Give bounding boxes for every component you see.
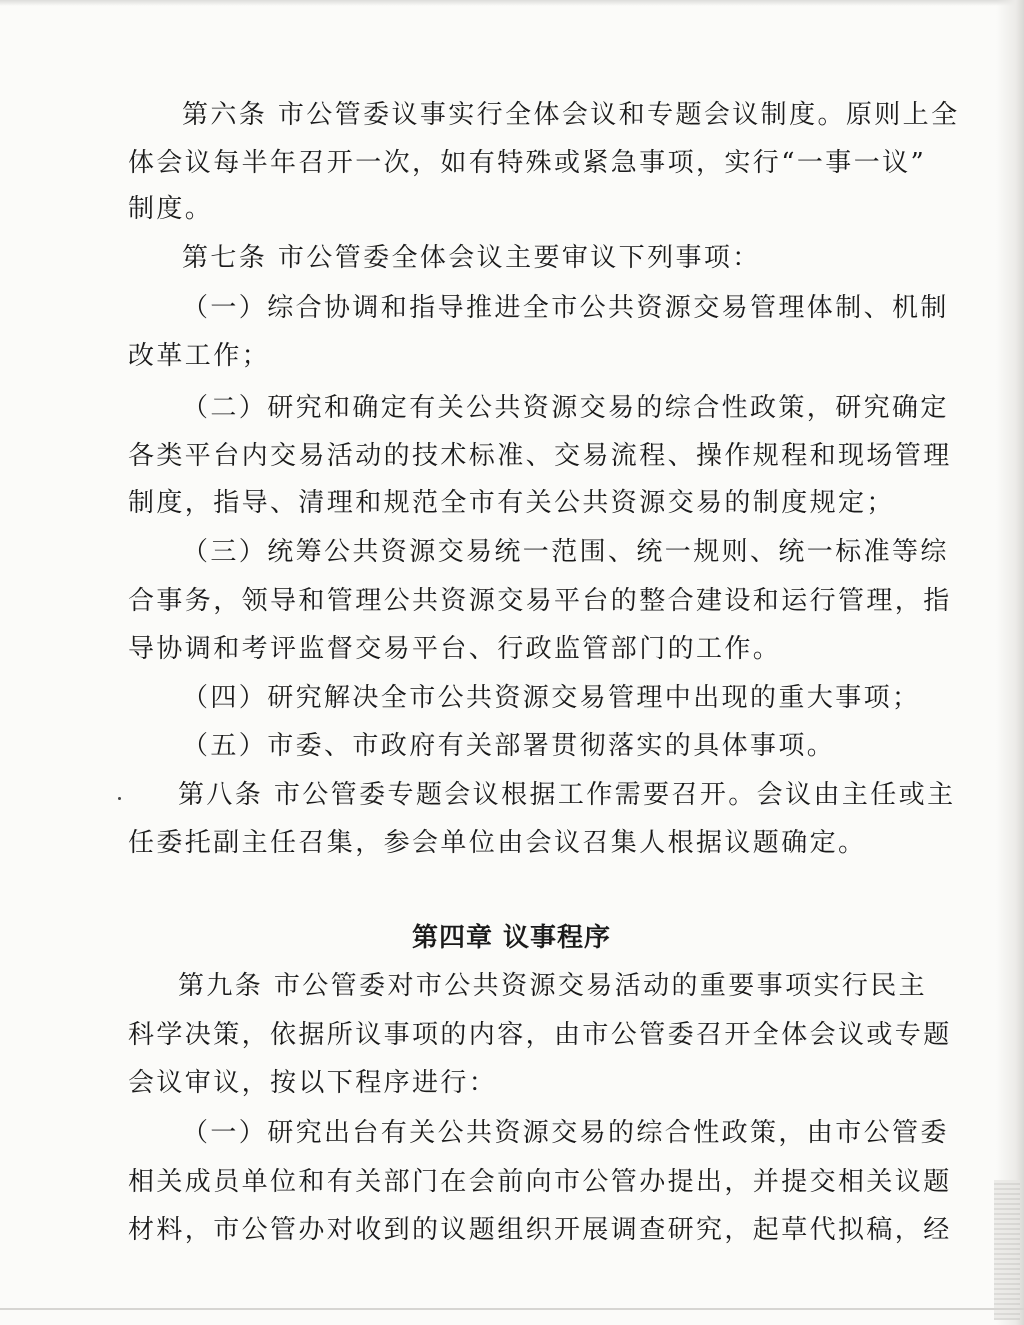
text-line: 体会议每半年召开一次，如有特殊或紧急事项，实行“一事一议”	[128, 148, 927, 178]
text-line: 会议审议，按以下程序进行：	[128, 1068, 498, 1098]
scan-top-shadow	[0, 0, 1024, 6]
text-line: （二）研究和确定有关公共资源交易的综合性政策，研究确定	[182, 393, 949, 423]
text-line: 第八条 市公管委专题会议根据工作需要召开。会议由主任或主	[178, 780, 956, 810]
scan-speck	[118, 797, 121, 800]
chapter-heading: 第四章 议事程序	[412, 923, 612, 953]
text-line: 制度。	[128, 194, 214, 224]
text-line: 科学决策，依据所议事项的内容，由市公管委召开全体会议或专题	[128, 1020, 952, 1050]
scan-edge-noise	[994, 1180, 1020, 1320]
text-line: 各类平台内交易活动的技术标准、交易流程、操作规程和现场管理	[128, 441, 952, 471]
text-line: （四）研究解决全市公共资源交易管理中出现的重大事项；	[182, 683, 921, 713]
scan-bottom-edge	[0, 1308, 1024, 1310]
text-line: 任委托副主任召集，参会单位由会议召集人根据议题确定。	[128, 828, 867, 858]
text-line: （一）综合协调和指导推进全市公共资源交易管理体制、机制	[182, 293, 949, 323]
scan-right-edge	[996, 0, 1024, 1325]
text-line: 第九条 市公管委对市公共资源交易活动的重要事项实行民主	[178, 971, 928, 1001]
text-line: 第七条 市公管委全体会议主要审议下列事项：	[182, 243, 761, 273]
text-line: 改革工作；	[128, 341, 271, 371]
text-line: 导协调和考评监督交易平台、行政监管部门的工作。	[128, 634, 782, 664]
text-line: （五）市委、市政府有关部署贯彻落实的具体事项。	[182, 731, 836, 761]
text-line: 材料，市公管办对收到的议题组织开展调查研究，起草代拟稿，经	[128, 1215, 952, 1245]
text-line: （三）统筹公共资源交易统一范围、统一规则、统一标准等综	[182, 537, 949, 567]
text-line: （一）研究出台有关公共资源交易的综合性政策，由市公管委	[182, 1118, 949, 1148]
text-line: 制度，指导、清理和规范全市有关公共资源交易的制度规定；	[128, 488, 895, 518]
text-line: 合事务，领导和管理公共资源交易平台的整合建设和运行管理，指	[128, 586, 952, 616]
text-line: 第六条 市公管委议事实行全体会议和专题会议制度。原则上全	[182, 100, 960, 130]
text-line: 相关成员单位和有关部门在会前向市公管办提出，并提交相关议题	[128, 1167, 952, 1197]
